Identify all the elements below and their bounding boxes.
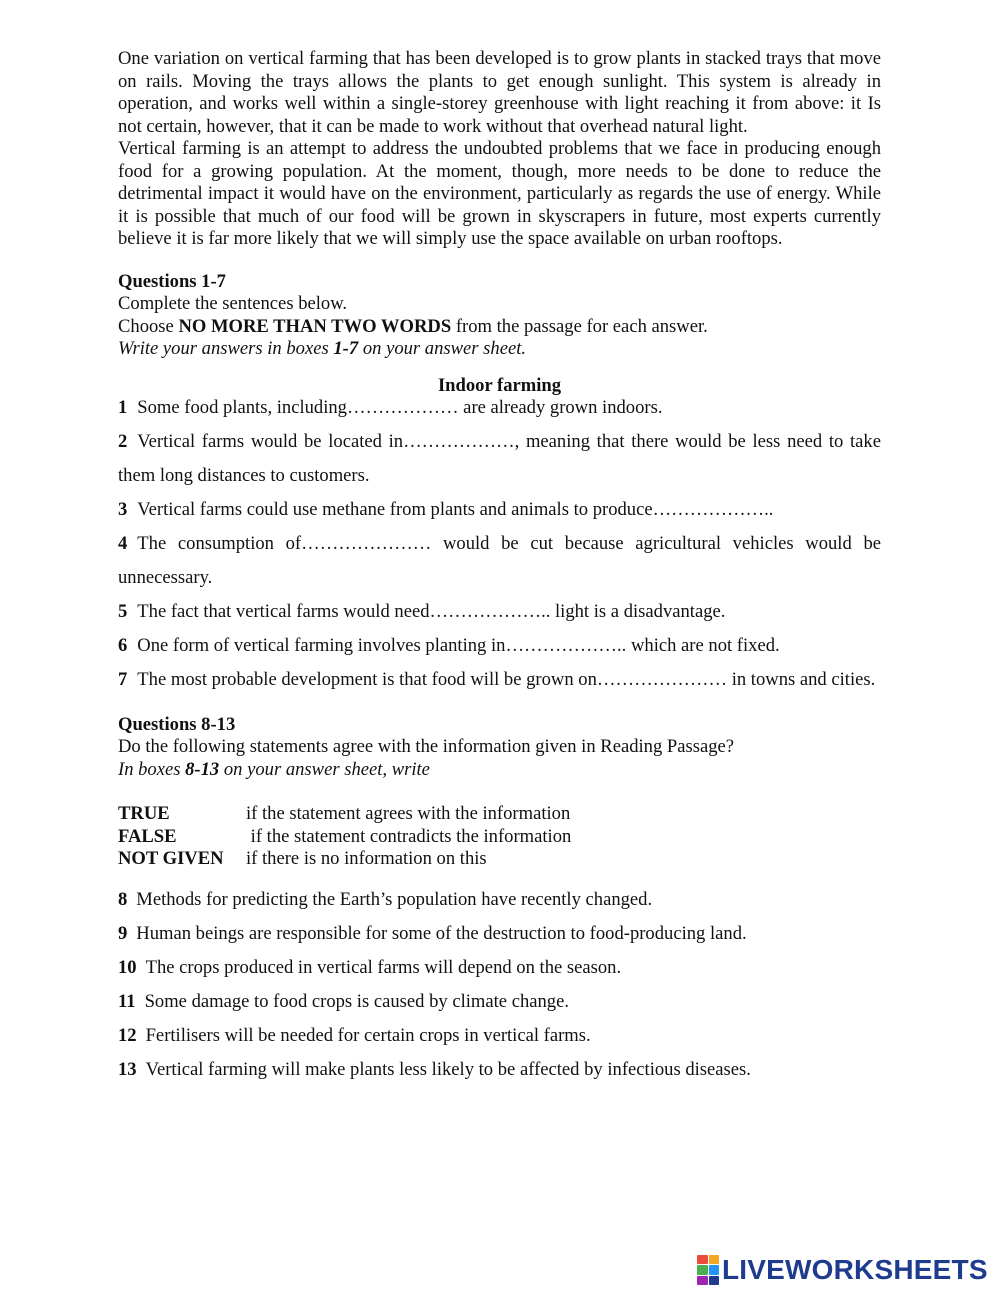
instruction-answer-boxes: Write your answers in boxes 1-7 on your answer sheet. xyxy=(118,338,527,359)
passage-paragraph-1: One variation on vertical farming that has been developed is to grow plants in stacked trays that move on rails. Moving the trays allows the plants to get enough sunlight. This system is already in operation, and works well within a single-storey greenhouse with light reaching it from above: it Is not certain, however, that it can be made to work without that overhead natural light. xyxy=(118,48,881,137)
key-row-not-given: NOT GIVEN if there is no information on this xyxy=(118,848,487,869)
question-7: 7 The most probable development is that food will be grown on………………… in towns and cities. xyxy=(118,668,876,690)
statement-8: 8 Methods for predicting the Earth’s population have recently changed. xyxy=(118,888,653,910)
indoor-farming-title: Indoor farming xyxy=(437,374,562,396)
statement-list xyxy=(118,883,881,1087)
statement-11: 11 Some damage to food crops is caused by climate change. xyxy=(118,990,570,1012)
instruction-agree: Do the following statements agree with the information given in Reading Passage? xyxy=(118,736,735,757)
statement-9: 9 Human beings are responsible for some of the destruction to food-producing land. xyxy=(118,922,747,944)
liveworksheets-logo-icon xyxy=(697,1255,719,1285)
instruction-complete: Complete the sentences below. xyxy=(118,293,348,314)
question-2: 2 Vertical farms would be located in………………, meaning that there would be less need to take them long distances to customers. xyxy=(118,430,881,486)
worksheet-page xyxy=(118,48,881,1087)
statement-10: 10 The crops produced in vertical farms will depend on the season. xyxy=(118,956,622,978)
statement-13: 13 Vertical farming will make plants less likely to be affected by infectious diseases. xyxy=(118,1058,751,1080)
instruction-choose: Choose NO MORE THAN TWO WORDS from the passage for each answer. xyxy=(118,315,708,337)
questions-8-13-heading: Questions 8-13 xyxy=(118,713,236,735)
question-1: 1 Some food plants, including……………… are already grown indoors. xyxy=(118,397,663,418)
key-row-true: TRUE if the statement agrees with the information xyxy=(118,803,571,824)
key-row-false: FALSE if the statement contradicts the information xyxy=(118,825,572,847)
question-6: 6 One form of vertical farming involves planting in……………….. which are not fixed. xyxy=(118,634,780,656)
liveworksheets-logo xyxy=(697,1254,988,1286)
answer-key-table xyxy=(118,803,881,871)
passage-paragraph-2: Vertical farming is an attempt to address the undoubted problems that we face in producing enough food for a growing population. At the moment, though, more needs to be done to reduce the detrimental impact it would have on the environment, particularly as regards the use of energy. While it is possible that much of our food will be grown in skyscrapers in future, most experts currently believe it is far more likely that we will simply use the space available on urban rooftops. xyxy=(118,138,881,249)
statement-12: 12 Fertilisers will be needed for certain crops in vertical farms. xyxy=(118,1024,591,1046)
question-5: 5 The fact that vertical farms would need……………….. light is a disadvantage. xyxy=(118,600,726,622)
questions-1-7-heading: Questions 1-7 xyxy=(118,270,226,292)
liveworksheets-logo-text: LIVEWORKSHEETS xyxy=(722,1254,988,1285)
question-4: 4 The consumption of………………… would be cut because agricultural vehicles would be unnecessary. xyxy=(118,532,881,588)
question-3: 3 Vertical farms could use methane from plants and animals to produce……………….. xyxy=(118,498,774,520)
instruction-write: In boxes 8-13 on your answer sheet, write xyxy=(118,758,430,780)
